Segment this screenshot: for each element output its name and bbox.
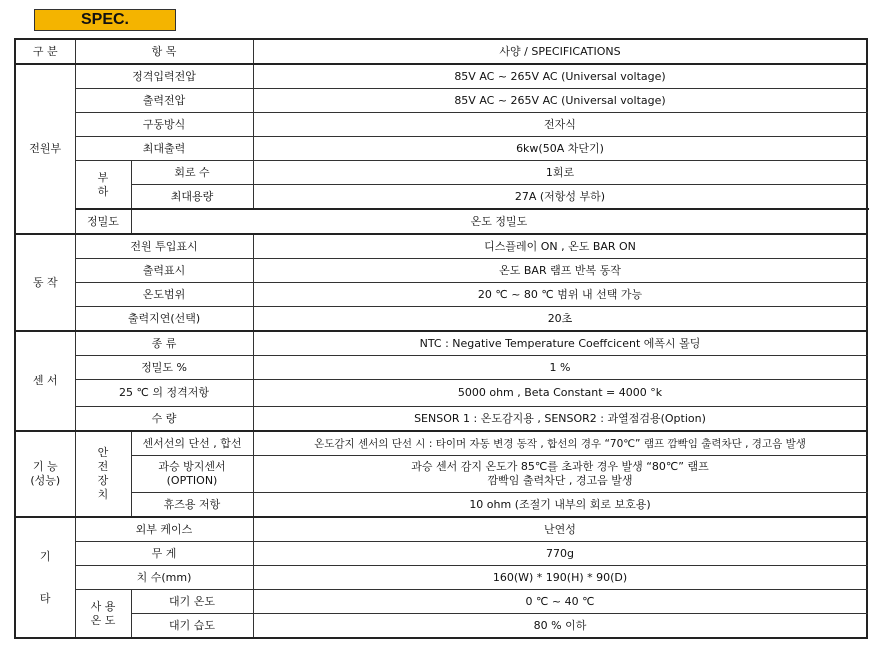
table-row bbox=[15, 456, 867, 493]
table-row bbox=[15, 185, 867, 210]
item-label: 온도범위 bbox=[75, 283, 253, 307]
table-row bbox=[15, 407, 867, 432]
item-label: 온도 정밀도 bbox=[131, 209, 867, 234]
spec-value: 1회로 bbox=[253, 161, 867, 185]
group-power: 전원부 bbox=[15, 64, 75, 234]
table-row bbox=[15, 234, 867, 259]
spec-value: 160(W) * 190(H) * 90(D) bbox=[253, 566, 867, 590]
table-row bbox=[15, 566, 867, 590]
item-label: 정밀도 % bbox=[75, 356, 253, 380]
item-label: 외부 케이스 bbox=[75, 517, 253, 542]
table-row bbox=[15, 283, 867, 307]
item-label: 대기 습도 bbox=[131, 614, 253, 639]
item-label: 치 수(mm) bbox=[75, 566, 253, 590]
spec-value: 온도 BAR 램프 반복 동작 bbox=[253, 259, 867, 283]
spec-value: 85V AC ~ 265V AC (Universal voltage) bbox=[253, 64, 867, 89]
item-label: 출력지연(선택) bbox=[75, 307, 253, 332]
group-sensor: 센 서 bbox=[15, 331, 75, 431]
item-label: 25 ℃ 의 정격저항 bbox=[75, 380, 253, 407]
table-row bbox=[15, 113, 867, 137]
item-label: 최대출력 bbox=[75, 137, 253, 161]
item-label: 구동방식 bbox=[75, 113, 253, 137]
item-label: 무 게 bbox=[75, 542, 253, 566]
table-row bbox=[15, 431, 867, 456]
group-operation: 동 작 bbox=[15, 234, 75, 331]
header-item: 항 목 bbox=[75, 39, 253, 64]
subgroup-load: 부 하 bbox=[75, 161, 131, 210]
spec-value: 전자식 bbox=[253, 113, 867, 137]
group-etc: 기 타 bbox=[15, 517, 75, 638]
table-row bbox=[15, 614, 867, 639]
spec-value: 난연성 bbox=[253, 517, 867, 542]
spec-value: 85V AC ~ 265V AC (Universal voltage) bbox=[253, 89, 867, 113]
item-label: 수 량 bbox=[75, 407, 253, 432]
table-row bbox=[15, 380, 867, 407]
table-row bbox=[15, 493, 867, 518]
header-spec: 사양 / SPECIFICATIONS bbox=[253, 39, 867, 64]
spec-value: 20 ℃ ~ 80 ℃ 범위 내 선택 가능 bbox=[253, 283, 867, 307]
subgroup-usage: 사 용 온 도 bbox=[75, 590, 131, 639]
spec-value: 온도감지 센서의 단선 시 : 타이머 자동 변경 동작 , 합선의 경우 “70℃” 램프 깜빡임 출력차단 , 경고음 발생 bbox=[253, 431, 867, 456]
item-label: 회로 수 bbox=[131, 161, 253, 185]
spec-value: 20초 bbox=[253, 307, 867, 332]
header-row bbox=[15, 39, 867, 64]
table-row bbox=[15, 517, 867, 542]
table-row bbox=[15, 137, 867, 161]
header-category: 구 분 bbox=[15, 39, 75, 64]
subgroup-safety: 안 전 장 치 bbox=[75, 431, 131, 517]
table-row bbox=[15, 356, 867, 380]
item-label: 대기 온도 bbox=[131, 590, 253, 614]
spec-value: 770g bbox=[253, 542, 867, 566]
table-row bbox=[15, 64, 867, 89]
group-function: 기 능 (성능) bbox=[15, 431, 75, 517]
spec-value: NTC : Negative Temperature Coeffcicent 에폭시 몰딩 bbox=[253, 331, 867, 356]
table-row bbox=[15, 307, 867, 332]
item-label: 전원 투입표시 bbox=[75, 234, 253, 259]
spec-value: 과승 센서 감지 온도가 85℃를 초과한 경우 발생 “80℃” 램프 깜빡임 출력차단 , 경고음 발생 bbox=[253, 456, 867, 493]
item-label: 출력전압 bbox=[75, 89, 253, 113]
item-label: 최대용량 bbox=[131, 185, 253, 210]
table-row bbox=[15, 259, 867, 283]
spec-value: 80 % 이하 bbox=[253, 614, 867, 639]
item-label: 과승 방지센서 (OPTION) bbox=[131, 456, 253, 493]
table-row bbox=[15, 89, 867, 113]
spec-value: SENSOR 1 : 온도감지용 , SENSOR2 : 과열점검용(Option) bbox=[253, 407, 867, 432]
spec-value: 1 % bbox=[253, 356, 867, 380]
item-label: 정격입력전압 bbox=[75, 64, 253, 89]
table-row bbox=[15, 209, 867, 234]
item-label: 출력표시 bbox=[75, 259, 253, 283]
table-row bbox=[15, 331, 867, 356]
spec-table bbox=[14, 38, 868, 639]
spec-value: 0 ℃ ~ 40 ℃ bbox=[253, 590, 867, 614]
item-label: 종 류 bbox=[75, 331, 253, 356]
group-precision: 정밀도 bbox=[75, 209, 131, 234]
table-row bbox=[15, 590, 867, 614]
spec-value: 10 ohm (조절기 내부의 회로 보호용) bbox=[253, 493, 867, 518]
item-label: 휴즈용 저항 bbox=[131, 493, 253, 518]
spec-badge: SPEC. bbox=[34, 9, 176, 31]
spec-value: 디스플레이 ON , 온도 BAR ON bbox=[253, 234, 867, 259]
item-label: 센서선의 단선 , 합선 bbox=[131, 431, 253, 456]
spec-value: 6kw(50A 차단기) bbox=[253, 137, 867, 161]
table-row bbox=[15, 542, 867, 566]
table-row bbox=[15, 161, 867, 185]
spec-value: 5000 ohm , Beta Constant = 4000 °k bbox=[253, 380, 867, 407]
spec-value: 27A (저항성 부하) bbox=[253, 185, 867, 210]
